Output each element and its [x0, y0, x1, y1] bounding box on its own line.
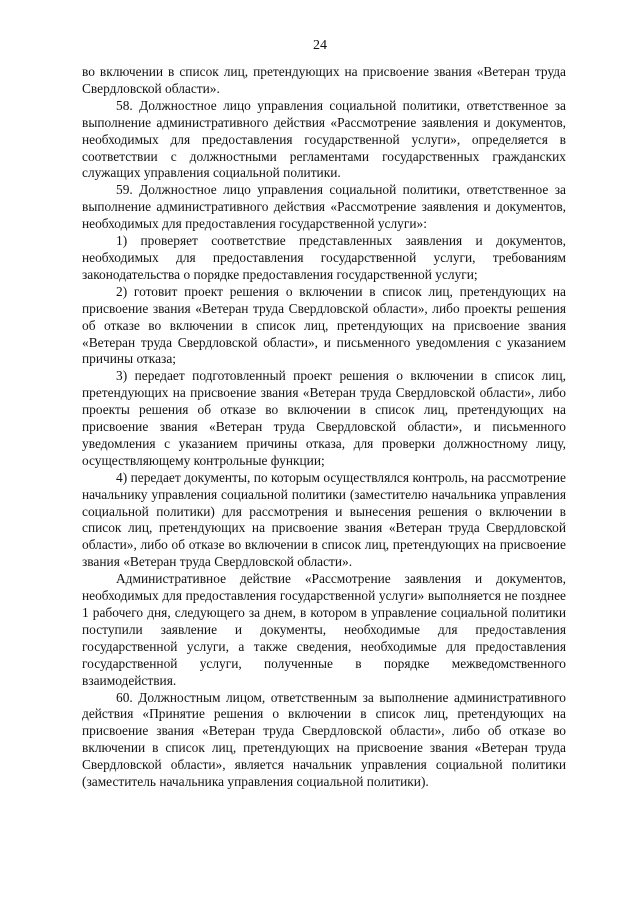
- paragraph-59-item-3: 3) передает подготовленный проект решения о включении в список лиц, претендующих на присвоение звания «Ветеран труда Свердловской области», либо проекты решения об отказе во включении в список лиц, претендующих на присвоение звания «Ветеран труда Свердловской области», и письменного уведомления с указанием причины отказа, для проверки должностному лицу, осуществляющему контрольные функции;: [82, 368, 566, 468]
- paragraph-59: 59. Должностное лицо управления социальной политики, ответственное за выполнение административного действия «Рассмотрение заявления и документов, необходимых для предоставления государственной услуги»:: [82, 182, 566, 232]
- paragraph-58: 58. Должностное лицо управления социальной политики, ответственное за выполнение административного действия «Рассмотрение заявления и документов, необходимых для предоставления государственной услуги», определяется в соответствии с должностными регламентами государственных гражданских служащих управления социальной политики.: [82, 97, 566, 181]
- page-number: 24: [313, 38, 327, 53]
- paragraph-59-item-1: 1) проверяет соответствие представленных заявления и документов, необходимых для предоставления государственной услуги, требованиям законодательства о порядке предоставления государственной услуги;: [82, 233, 566, 282]
- paragraph-59-item-2: 2) готовит проект решения о включении в список лиц, претендующих на присвоение звания «Ветеран труда Свердловской области», либо проекты решения об отказе во включении в список лиц, претендующих на присвоение звания «Ветеран труда Свердловской области», и письменного уведомления с указанием причины отказа;: [82, 283, 566, 367]
- paragraph-60: 60. Должностным лицом, ответственным за выполнение административного действия «Принятие решения о включении в список лиц, претендующих на присвоение звания «Ветеран труда Свердловской области», либо об отказе во включении в список лиц, претендующих на присвоение звания «Ветеран труда Свердловской области», является начальник управления социальной политики (заместитель начальника управления социальной политики).: [82, 689, 566, 790]
- paragraph-59-item-4: 4) передает документы, по которым осуществлялся контроль, на рассмотрение начальнику управления социальной политики (заместителю начальника управления социальной политики) для рассмотрения и вынесения решения о включении в список лиц, претендующих на присвоение звания «Ветеран труда Свердловской области», либо об отказе во включении в список лиц, претендующих на присвоение звания «Ветеран труда Свердловской области».: [82, 469, 566, 570]
- paragraph-continuation: во включении в список лиц, претендующих на присвоение звания «Ветеран труда Свердловской области».: [82, 64, 566, 96]
- paragraph-admin-action: Административное действие «Рассмотрение заявления и документов, необходимых для предоставления государственной услуги» выполняется не позднее 1 рабочего дня, следующего за днем, в котором в управление социальной политики поступили заявление и документы, необходимые для предоставления государственной услуги, а также сведения, необходимые для предоставления государственной услуги, полученные в порядке межведомственного взаимодействия.: [82, 571, 566, 688]
- document-body: [82, 64, 566, 791]
